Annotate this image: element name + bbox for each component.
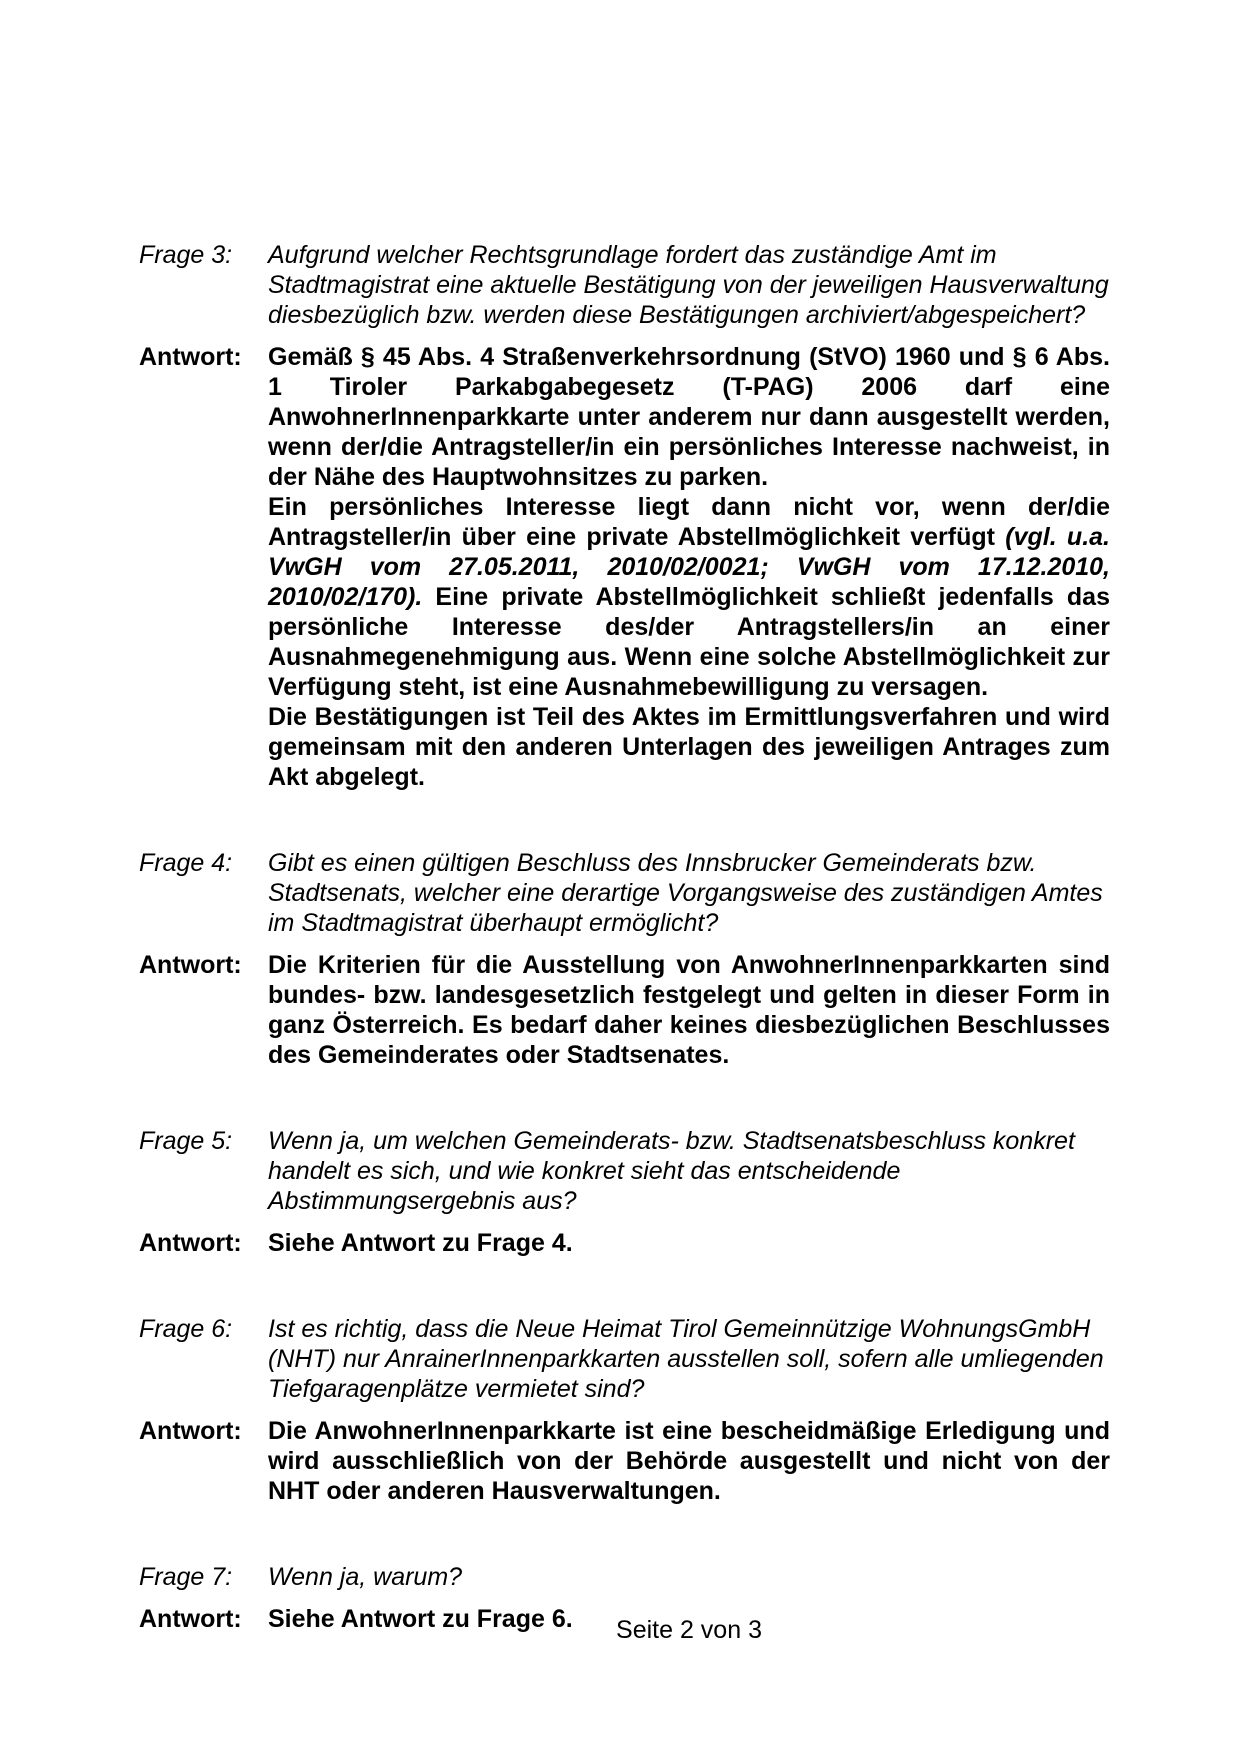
antwort-6-row: [139, 1416, 1110, 1506]
antwort-4-row: [139, 950, 1110, 1070]
frage-5-label: Frage 5:: [139, 1127, 233, 1155]
frage-7-label: Frage 7:: [139, 1563, 233, 1591]
antwort-3-paragraph-2: [268, 492, 1110, 702]
frage-3-label: Frage 3:: [139, 241, 233, 269]
antwort-3-paragraph-2-lead: Ein persönliches Interesse liegt dann nicht vor, wenn der/die Antragsteller/in über eine private Abstellmöglichkeit verfügt: [268, 493, 1110, 551]
antwort-7-text: Siehe Antwort zu Frage 6.: [268, 1605, 573, 1633]
antwort-3-row: [139, 342, 1110, 792]
frage-7-row: [139, 1562, 1110, 1592]
antwort-5-label: Antwort:: [139, 1229, 242, 1257]
frage-6-text: Ist es richtig, dass die Neue Heimat Tirol Gemeinnützige WohnungsGmbH (NHT) nur AnrainerInnenparkkarten ausstellen soll, sofern alle umliegenden Tiefgaragenplätze vermietet sind?: [268, 1315, 1104, 1403]
frage-5-row: [139, 1126, 1110, 1216]
antwort-5-row: [139, 1228, 1110, 1258]
frage-7-text: Wenn ja, warum?: [268, 1563, 463, 1591]
page-number: Seite 2 von 3: [616, 1616, 762, 1644]
frage-5-text: Wenn ja, um welchen Gemeinderats- bzw. Stadtsenatsbeschluss konkret handelt es sich, und wie konkret sieht das entscheidende Abstimmungsergebnis aus?: [268, 1127, 1075, 1215]
antwort-6-label: Antwort:: [139, 1417, 242, 1445]
document-content: [139, 240, 1110, 1634]
page-footer: [268, 1615, 1110, 1645]
antwort-4-text: Die Kriterien für die Ausstellung von AnwohnerInnenparkkarten sind bundes- bzw. landesgesetzlich festgelegt und gelten in dieser Form in ganz Österreich. Es bedarf daher keines diesbezüglichen Beschlusses des Gemeinderates oder Stadtsenates.: [268, 951, 1110, 1069]
antwort-7-label: Antwort:: [139, 1605, 242, 1633]
antwort-3-label: Antwort:: [139, 343, 242, 371]
frage-4-row: [139, 848, 1110, 938]
antwort-5-text: Siehe Antwort zu Frage 4.: [268, 1229, 573, 1257]
frage-6-row: [139, 1314, 1110, 1404]
frage-4-text: Gibt es einen gültigen Beschluss des Innsbrucker Gemeinderats bzw. Stadtsenats, welcher eine derartige Vorgangsweise des zuständigen Amtes im Stadtmagistrat überhaupt ermöglicht?: [268, 849, 1103, 937]
frage-3-row: [139, 240, 1110, 330]
frage-4-label: Frage 4:: [139, 849, 233, 877]
frage-3-text: Aufgrund welcher Rechtsgrundlage fordert das zuständige Amt im Stadtmagistrat eine aktuelle Bestätigung von der jeweiligen Hausverwaltung diesbezüglich bzw. werden diese Bestätigungen archiviert/abgespeichert?: [268, 241, 1109, 329]
antwort-3-paragraph-2-rest: Eine private Abstellmöglichkeit schließt jedenfalls das persönliche Interesse des/der Antragstellers/in an einer Ausnahmegenehmigung aus. Wenn eine solche Abstellmöglichkeit zur Verfügung steht, ist eine Ausnahmebewilligung zu versagen.: [268, 583, 1110, 701]
antwort-3-paragraph-3: Die Bestätigungen ist Teil des Aktes im Ermittlungsverfahren und wird gemeinsam mit den anderen Unterlagen des jeweiligen Antrages zum Akt abgelegt.: [268, 703, 1110, 791]
frage-6-label: Frage 6:: [139, 1315, 233, 1343]
antwort-3-text: [268, 342, 1110, 792]
antwort-6-text: Die AnwohnerInnenparkkarte ist eine bescheidmäßige Erledigung und wird ausschließlich von der Behörde ausgestellt und nicht von der NHT oder anderen Hausverwaltungen.: [268, 1417, 1110, 1505]
antwort-4-label: Antwort:: [139, 951, 242, 979]
antwort-3-paragraph-1: Gemäß § 45 Abs. 4 Straßenverkehrsordnung (StVO) 1960 und § 6 Abs. 1 Tiroler Parkabgabegesetz (T-PAG) 2006 darf eine AnwohnerInnenparkkarte unter anderem nur dann ausgestellt werden, wenn der/die Antragsteller/in ein persönliches Interesse nachweist, in der Nähe des Hauptwohnsitzes zu parken.: [268, 343, 1110, 491]
antwort-3-citation: (vgl. u.a. VwGH vom 27.05.2011, 2010/02/0021; VwGH vom 17.12.2010, 2010/02/170).: [268, 523, 1110, 611]
